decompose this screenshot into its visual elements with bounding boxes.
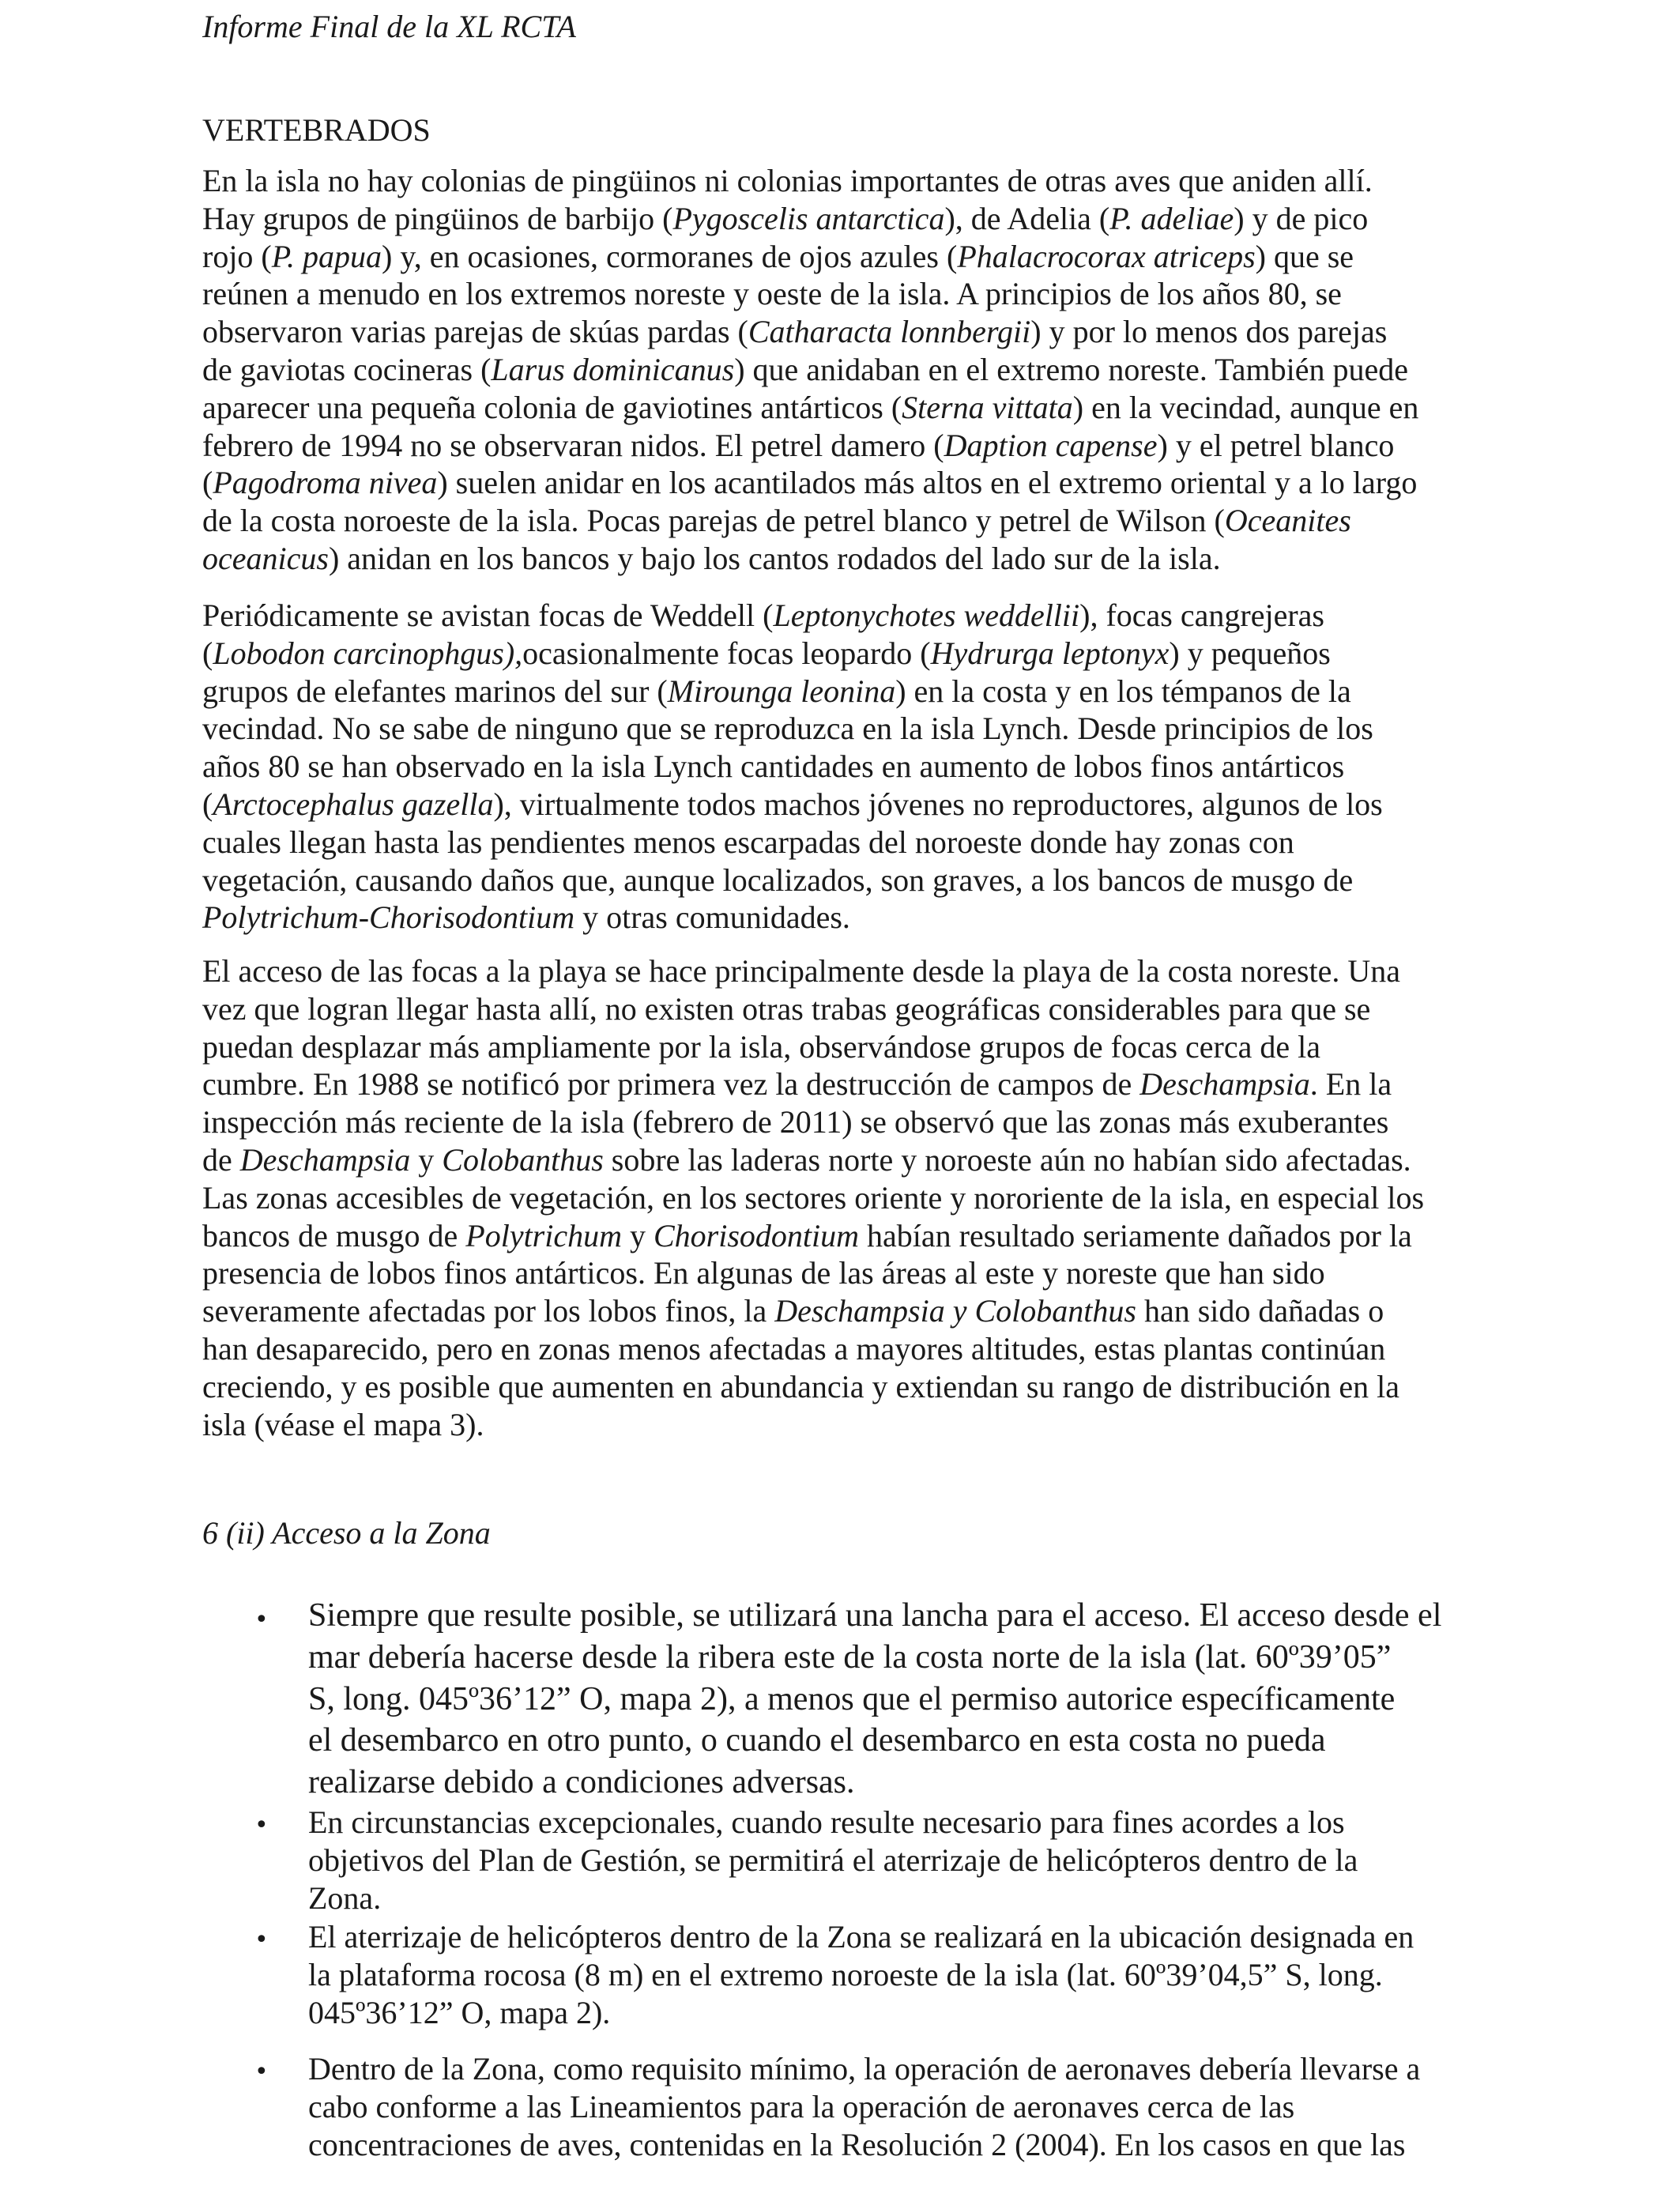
- text-line: [202, 786, 1482, 824]
- text-run: de: [202, 1141, 240, 1178]
- text-line: objetivos del Plan de Gestión, se permitirá el aterrizaje de helicópteros dentro de la: [308, 1842, 1358, 1878]
- text-line: realizarse debido a condiciones adversas.: [308, 1764, 855, 1801]
- text-line: [202, 1330, 1482, 1368]
- species-name: Oceanites: [1224, 503, 1351, 539]
- species-name: Deschampsia: [1139, 1066, 1310, 1103]
- text-run: febrero de 1994 no se observaran nidos. El petrel damero (: [202, 427, 944, 463]
- species-name: Lobodon carcinophgus: [213, 635, 504, 671]
- species-name: ),: [503, 635, 523, 671]
- text-line: [202, 1028, 1482, 1066]
- text-run: vegetación, causando daños que, aunque localizados, son graves, a los bancos de musgo de: [202, 861, 1354, 898]
- text-run: Hay grupos de pingüinos de barbijo (: [202, 200, 673, 236]
- text-run: creciendo, y es posible que aumenten en abundancia y extiendan su rango de distribución en la: [202, 1368, 1400, 1404]
- text-run: inspección más reciente de la isla (febrero de 2011) se observó que las zonas más exuberantes: [202, 1104, 1389, 1140]
- text-line: [202, 162, 1482, 200]
- text-line: [202, 824, 1482, 861]
- text-run: ), virtualmente todos machos jóvenes no reproductores, algunos de los: [493, 786, 1383, 822]
- text-run: (: [202, 635, 213, 671]
- text-run: de la costa noroeste de la isla. Pocas parejas de petrel blanco y petrel de Wilson (: [202, 503, 1225, 539]
- text-line: [202, 1368, 1482, 1406]
- text-run: observaron varias parejas de skúas pardas (: [202, 314, 748, 350]
- text-run: presencia de lobos finos antárticos. En algunas de las áreas al este y noreste que han sido: [202, 1255, 1325, 1291]
- text-line: [202, 1292, 1482, 1330]
- text-run: Las zonas accesibles de vegetación, en los sectores oriente y nororiente de la isla, en especial los: [202, 1179, 1425, 1216]
- species-name: Chorisodontium: [654, 1217, 860, 1253]
- text-line: [202, 464, 1482, 502]
- text-line: [202, 748, 1482, 786]
- species-name: Polytrichum: [465, 1217, 622, 1253]
- text-run: cumbre. En 1988 se notificó por primera vez la destrucción de campos de: [202, 1066, 1140, 1103]
- species-name: Phalacrocorax atriceps: [957, 238, 1256, 274]
- text-run: isla (véase el mapa 3).: [202, 1406, 484, 1442]
- text-run: reúnen a menudo en los extremos noreste y oeste de la isla. A principios de los años 80, se: [202, 276, 1342, 312]
- text-line: mar debería hacerse desde la ribera este de la costa norte de la isla (lat. 60º39’05”: [308, 1638, 1392, 1676]
- text-run: ocasionalmente focas leopardo (: [522, 635, 931, 671]
- text-line: Zona.: [308, 1879, 382, 1916]
- species-name: Daption capense: [944, 427, 1158, 463]
- text-line: S, long. 045º36’12” O, mapa 2), a menos que el permiso autorice específicamente: [308, 1680, 1396, 1717]
- text-run: bancos de musgo de: [202, 1217, 466, 1253]
- text-line: [202, 200, 1482, 238]
- text-line: [202, 502, 1482, 540]
- text-line: [202, 1179, 1482, 1217]
- text-run: ) que anidaban en el extremo noreste. También puede: [734, 351, 1408, 387]
- text-run: (: [202, 465, 213, 501]
- text-line: [202, 351, 1482, 389]
- text-line: [202, 1217, 1482, 1255]
- text-line: [202, 1103, 1482, 1141]
- text-line: Dentro de la Zona, como requisito mínimo, la operación de aeronaves debería llevarse a: [308, 2051, 1421, 2087]
- text-line: [202, 1254, 1482, 1292]
- text-run: puedan desplazar más ampliamente por la isla, observándose grupos de focas cerca de la: [202, 1028, 1320, 1065]
- text-run: El acceso de las focas a la playa se hace principalmente desde la playa de la costa noreste. Una: [202, 953, 1400, 989]
- text-line: [202, 275, 1482, 313]
- bullet-item-helicopter-landing-site: [254, 1918, 1494, 2031]
- text-run: Periódicamente se avistan focas de Weddell (: [202, 598, 774, 633]
- paragraph-vegetation-damage: [202, 952, 1482, 1443]
- species-name: Mirounga leonina: [667, 673, 896, 709]
- text-run: de gaviotas cocineras (: [202, 351, 492, 387]
- species-name: Leptonychotes weddellii: [773, 598, 1080, 633]
- species-name: Larus dominicanus: [491, 351, 735, 387]
- species-name: Deschampsia: [239, 1141, 411, 1178]
- bullet-icon: •: [254, 2058, 269, 2086]
- text-line: [202, 673, 1482, 711]
- text-run: y otras comunidades.: [574, 899, 850, 936]
- text-line: [202, 861, 1482, 899]
- text-line: [202, 540, 1482, 578]
- text-line: la plataforma rocosa (8 m) en el extremo noroeste de la isla (lat. 60º39’04,5” S, long.: [308, 1956, 1383, 1992]
- text-run: ) y el petrel blanco: [1157, 427, 1395, 463]
- text-run: vez que logran llegar hasta allí, no existen otras trabas geográficas considerables para que se: [202, 990, 1371, 1027]
- text-line: Siempre que resulte posible, se utilizará una lancha para el acceso. El acceso desde el: [308, 1597, 1442, 1634]
- text-run: y: [622, 1217, 654, 1253]
- text-line: 045º36’12” O, mapa 2).: [308, 1994, 611, 2030]
- species-name: Deschampsia y Colobanthus: [774, 1293, 1136, 1329]
- text-run: ) y de pico: [1234, 200, 1369, 236]
- section-title: VERTEBRADOS: [202, 112, 431, 148]
- running-header: Informe Final de la XL RCTA: [202, 9, 576, 44]
- text-run: rojo (: [202, 238, 272, 274]
- text-run: En la isla no hay colonias de pingüinos ni colonias importantes de otras aves que aniden allí.: [202, 163, 1373, 198]
- text-run: habían resultado seriamente dañados por la: [859, 1217, 1412, 1253]
- species-name: Catharacta lonnbergii: [748, 314, 1031, 350]
- species-name: Sterna vittata: [902, 389, 1073, 425]
- text-line: [202, 597, 1482, 635]
- text-run: han desaparecido, pero en zonas menos afectadas a mayores altitudes, estas plantas continúan: [202, 1330, 1386, 1367]
- species-name: Pygoscelis antarctica: [672, 200, 945, 236]
- text-line: [202, 238, 1482, 276]
- text-line: [202, 427, 1482, 465]
- text-line: cabo conforme a las Lineamientos para la operación de aeronaves cerca de las: [308, 2088, 1295, 2124]
- species-name: Hydrurga leptonyx: [930, 635, 1170, 671]
- paragraph-birds: [202, 162, 1482, 578]
- bullet-icon: •: [254, 1811, 269, 1839]
- species-name: oceanicus: [202, 540, 329, 576]
- text-run: ) y pequeños: [1169, 635, 1331, 671]
- bullet-icon: •: [254, 1606, 269, 1634]
- text-run: sobre las laderas norte y noroeste aún no habían sido afectadas.: [603, 1141, 1411, 1178]
- text-run: severamente afectadas por los lobos finos, la: [202, 1293, 775, 1329]
- text-line: [202, 1406, 1482, 1444]
- subheading-access: 6 (ii) Acceso a la Zona: [202, 1515, 491, 1551]
- text-run: y: [410, 1141, 443, 1178]
- bullet-icon: •: [254, 1926, 269, 1954]
- text-line: [202, 313, 1482, 351]
- species-name: P. adeliae: [1109, 200, 1234, 236]
- text-run: . En la: [1309, 1066, 1392, 1103]
- text-line: El aterrizaje de helicópteros dentro de la Zona se realizará en la ubicación designada en: [308, 1919, 1414, 1955]
- text-run: ) suelen anidar en los acantilados más altos en el extremo oriental y a lo largo: [437, 465, 1418, 501]
- text-line: [202, 635, 1482, 673]
- text-line: [202, 1141, 1482, 1179]
- text-line: [202, 389, 1482, 427]
- text-line: [202, 899, 1482, 937]
- text-run: ) en la vecindad, aunque en: [1072, 389, 1419, 425]
- species-name: Colobanthus: [442, 1141, 604, 1178]
- text-run: (: [202, 786, 213, 822]
- species-name: Arctocephalus gazella: [213, 786, 494, 822]
- text-run: ) anidan en los bancos y bajo los cantos rodados del lado sur de la isla.: [328, 540, 1221, 576]
- text-line: el desembarco en otro punto, o cuando el desembarco en esta costa no pueda: [308, 1722, 1326, 1759]
- text-run: cuales llegan hasta las pendientes menos escarpadas del noroeste donde hay zonas con: [202, 824, 1294, 860]
- species-name: P. papua: [271, 238, 382, 274]
- text-run: ) y por lo menos dos parejas: [1030, 314, 1388, 350]
- species-name: Polytrichum-Chorisodontium: [202, 899, 575, 936]
- text-run: ) que se: [1255, 238, 1354, 274]
- text-run: ) y, en ocasiones, cormoranes de ojos azules (: [382, 238, 958, 274]
- bullet-item-aircraft-operation: [254, 2050, 1494, 2163]
- text-run: ) en la costa y en los témpanos de la: [895, 673, 1351, 709]
- text-line: En circunstancias excepcionales, cuando resulte necesario para fines acordes a los: [308, 1804, 1345, 1840]
- text-line: [202, 1065, 1482, 1103]
- text-run: años 80 se han observado en la isla Lynch cantidades en aumento de lobos finos antárticos: [202, 748, 1345, 785]
- text-run: han sido dañadas o: [1136, 1293, 1384, 1329]
- text-run: vecindad. No se sabe de ninguno que se reproduzca en la isla Lynch. Desde principios de los: [202, 711, 1373, 747]
- text-line: concentraciones de aves, contenidas en la Resolución 2 (2004). En los casos en que las: [308, 2126, 1406, 2162]
- text-line: [202, 710, 1482, 748]
- text-run: ), de Adelia (: [944, 200, 1110, 236]
- bullet-item-boat-access: [254, 1595, 1494, 1804]
- paragraph-seals: [202, 597, 1482, 937]
- bullet-item-helicopter-exceptional: [254, 1804, 1494, 1917]
- text-line: [202, 990, 1482, 1028]
- text-run: ), focas cangrejeras: [1079, 598, 1324, 633]
- text-line: [202, 952, 1482, 990]
- text-run: aparecer una pequeña colonia de gaviotines antárticos (: [202, 389, 902, 425]
- species-name: Pagodroma nivea: [213, 465, 438, 501]
- text-run: grupos de elefantes marinos del sur (: [202, 673, 668, 709]
